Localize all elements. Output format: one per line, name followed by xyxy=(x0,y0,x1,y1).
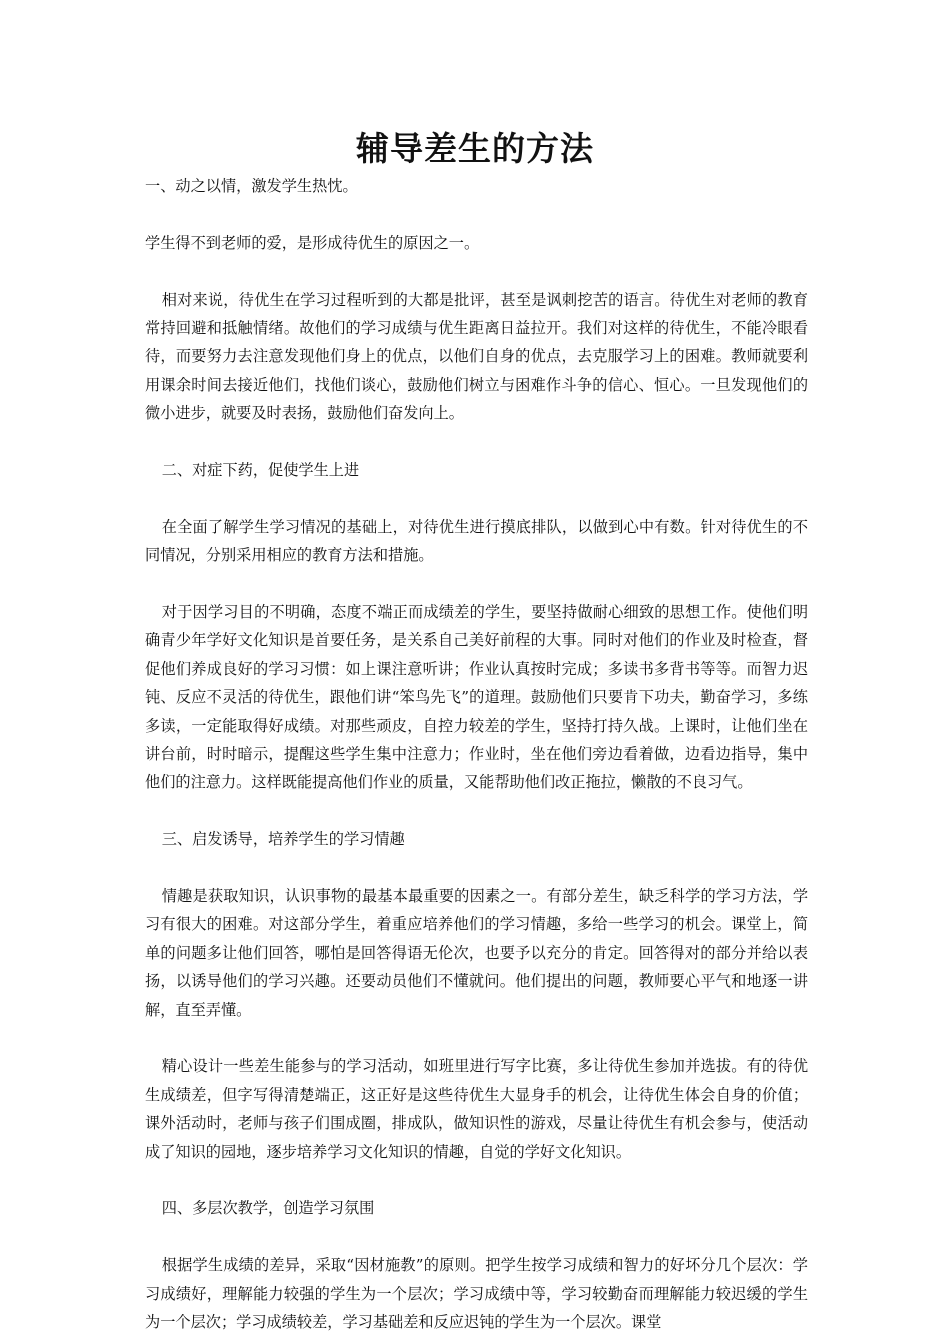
section-heading-3: 三、启发诱导，培养学生的学习情趣 xyxy=(161,830,405,849)
section-heading-1: 一、动之以情，激发学生热忱。 xyxy=(145,177,358,195)
paragraph: 相对来说，待优生在学习过程听到的大都是批评，甚至是讽刺挖苦的语言。待优生对老师的教育常持回避和抵触情绪。故他们的学习成绩与优生距离日益拉开。我们对这样的待优生，不能冷眼看待，而要努力去注意发现他们身上的优点，以他们自身的优点，去克服学习上的困难。教师就要利用课余时间去接近他们，找他们谈心，鼓励他们树立与困难作斗争的信心、恒心。一旦发现他们的微小进步，就要及时表扬，鼓励他们奋发向上。 xyxy=(145,290,808,423)
section-heading-4: 四、多层次教学，创造学习氛围 xyxy=(161,1199,375,1218)
document-title: 辅导差生的方法 xyxy=(356,129,594,168)
paragraph: 精心设计一些差生能参与的学习活动，如班里进行写字比赛，多让待优生参加并选拔。有的待优生成绩差，但字写得清楚端正，这正好是这些待优生大显身手的机会，让待优生体会自身的价值；课外活动时，老师与孩子们围成圈，排成队，做知识性的游戏，尽量让待优生有机会参与，使活动成了知识的园地，逐步培养学习文化知识的情趣，自觉的学好文化知识。 xyxy=(145,1057,808,1161)
section-heading-2: 二、对症下药，促使学生上进 xyxy=(161,461,360,480)
paragraph: 在全面了解学生学习情况的基础上，对待优生进行摸底排队，以做到心中有数。针对待优生的不同情况，分别采用相应的教育方法和措施。 xyxy=(145,517,808,565)
document-body xyxy=(145,172,808,1337)
paragraph: 情趣是获取知识，认识事物的最基本最重要的因素之一。有部分差生，缺乏科学的学习方法，学习有很大的困难。对这部分学生，着重应培养他们的学习情趣，多给一些学习的机会。课堂上，简单的问题多让他们回答，哪怕是回答得语无伦次，也要予以充分的肯定。回答得对的部分并给以表扬，以诱导他们的学习兴趣。还要动员他们不懂就问。他们提出的问题，教师要心平气和地逐一讲解，直至弄懂。 xyxy=(145,887,808,1019)
paragraph: 对于因学习目的不明确，态度不端正而成绩差的学生，要坚持做耐心细致的思想工作。使他们明确青少年学好文化知识是首要任务，是关系自己美好前程的大事。同时对他们的作业及时检查，督促他们养成良好的学习习惯：如上课注意听讲；作业认真按时完成；多读书多背书等等。而智力迟钝、反应不灵活的待优生，跟他们讲“笨鸟先飞”的道理。鼓励他们只要肯下功夫，勤奋学习，多练多读，一定能取得好成绩。对那些顽皮，自控力较差的学生，坚持打持久战。上课时，让他们坐在讲台前，时时暗示，提醒这些学生集中注意力；作业时，坐在他们旁边看着做，边看边指导，集中他们的注意力。这样既能提高他们作业的质量，又能帮助他们改正拖拉，懒散的不良习气。 xyxy=(145,603,808,792)
paragraph: 根据学生成绩的差异，采取“因材施教”的原则。把学生按学习成绩和智力的好坏分几个层次：学习成绩好，理解能力较强的学生为一个层次；学习成绩中等，学习较勤奋而理解能力较迟缓的学生为一个层次；学习成绩较差，学习基础差和反应迟钝的学生为一个层次。课堂 xyxy=(145,1256,808,1332)
paragraph: 学生得不到老师的爱，是形成待优生的原因之一。 xyxy=(145,233,480,252)
